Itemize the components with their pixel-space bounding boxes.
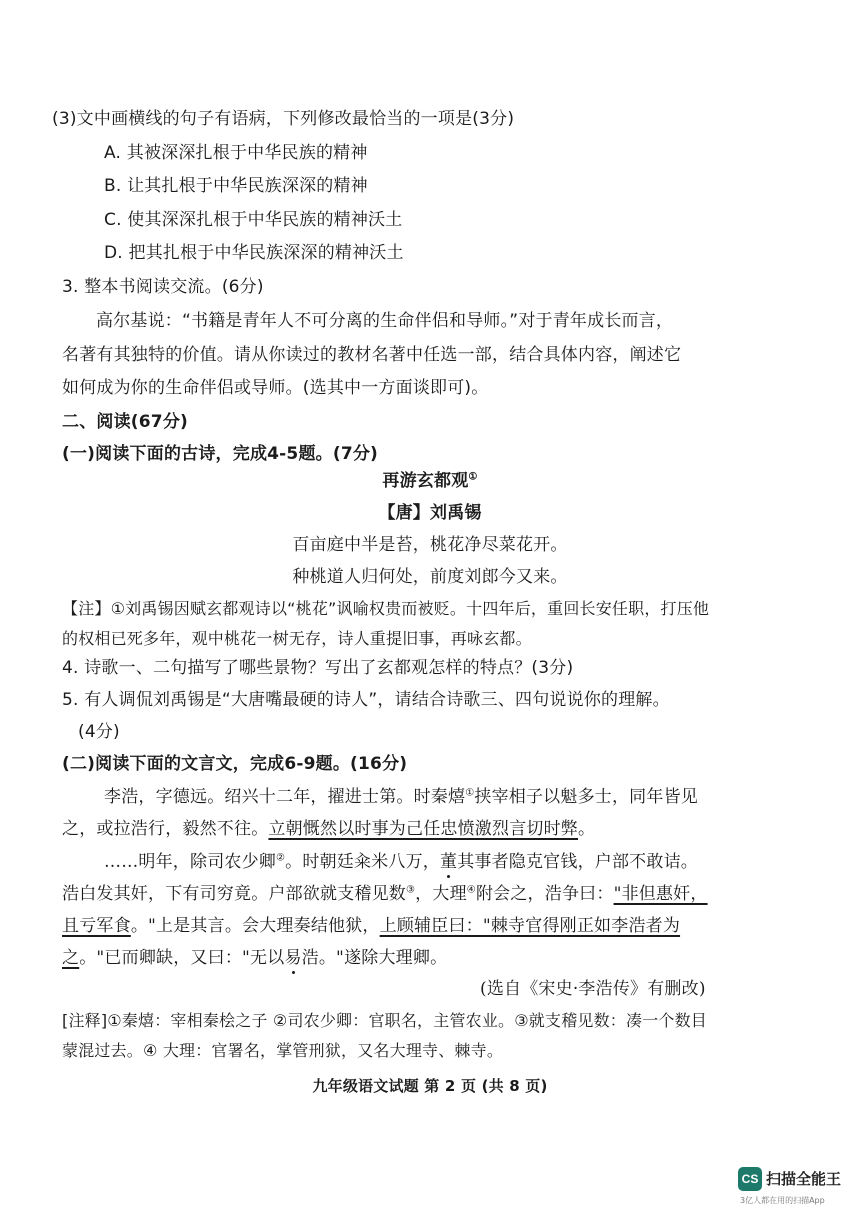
text-run: 。"上是其言。会大理奏结他狱， — [130, 916, 380, 936]
poem-title — [0, 469, 860, 493]
text-run: 附会之，浩争曰： — [475, 884, 614, 904]
classical-text-line — [104, 785, 698, 809]
text-run: 浩白发其奸，下有司穷竟。户部欲就支稽见数 — [62, 884, 406, 904]
text-run: ，大理 — [415, 884, 467, 904]
poem-note-line-2: 的权相已死多年，观中桃花一树无存，诗人重提旧事，再咏玄都。 — [62, 629, 532, 648]
source-citation: (选自《宋史·李浩传》有删改) — [480, 979, 706, 999]
brand-tagline: 3亿人都在用的扫描App — [740, 1196, 825, 1205]
poem-line-1: 百亩庭中半是苔，桃花净尽菜花开。 — [292, 535, 568, 555]
brand-name: 扫描全能王 — [766, 1170, 842, 1188]
q3-option-a: A. 其被深深扎根于中华民族的精神 — [104, 143, 368, 163]
poem-note-line-1: 【注】①刘禹锡因赋玄都观诗以“桃花”讽喻权贵而被贬。十四年后，重回长安任职，打压他 — [62, 599, 710, 618]
part-1-heading: (一)阅读下面的古诗，完成4-5题。(7分) — [62, 444, 379, 464]
q3-option-b: B. 让其扎根于中华民族深深的精神 — [104, 176, 368, 196]
book-question-heading: 3. 整本书阅读交流。(6分) — [62, 277, 264, 297]
emphasized-character: 易 — [284, 948, 302, 968]
classical-text-line — [62, 946, 447, 970]
text-run: 。时朝廷籴米八万， — [285, 852, 440, 872]
section-2-heading: 二、阅读(67分) — [62, 412, 188, 432]
text-run: 。 — [578, 819, 596, 839]
text-run: 。"已而卿缺，又曰："无以 — [79, 948, 285, 968]
question-5-line-1: 5. 有人调侃刘禹锡是“大唐嘴最硬的诗人”，请结合诗歌三、四句说说你的理解。 — [62, 690, 670, 710]
note-mark: ① — [465, 787, 475, 799]
underlined-sentence: 之 — [62, 948, 80, 968]
text-run: 浩。"遂除大理卿。 — [301, 948, 448, 968]
book-question-line: 高尔基说：“书籍是青年人不可分离的生命伴侣和导师。”对于青年成长而言， — [96, 311, 674, 331]
classical-text-line — [62, 817, 595, 841]
classical-text-line — [62, 914, 680, 938]
text-run: 之，或拉浩行，毅然不往。 — [62, 819, 269, 839]
scanner-watermark — [738, 1167, 848, 1211]
part-2-heading: (二)阅读下面的文言文，完成6-9题。(16分) — [62, 754, 408, 774]
question-5-line-2: (4分) — [78, 722, 120, 742]
question-4: 4. 诗歌一、二句描写了哪些景物？写出了玄都观怎样的特点？(3分) — [62, 658, 574, 678]
note-mark: ③ — [406, 884, 416, 896]
poem-title-text: 再游玄都观 — [382, 471, 469, 491]
notes-line-1: [注释]①秦熺：宰相秦桧之子 ②司农少卿：官职名，主管农业。③就支稽见数：凑一个数目 — [62, 1011, 708, 1030]
underlined-sentence: 立朝慨然以时事为己任忠愤激烈言切时弊 — [268, 819, 579, 839]
emphasized-character: 董 — [439, 852, 458, 872]
classical-text-line — [62, 882, 708, 906]
cs-logo: CS — [738, 1167, 762, 1191]
underlined-sentence: 且亏军食 — [62, 916, 131, 936]
classical-text-line — [104, 850, 698, 874]
text-run: ……明年，除司农少卿 — [104, 852, 276, 872]
poem-title-note-mark: ① — [468, 471, 478, 483]
book-question-line: 如何成为你的生命伴侣或导师。(选其中一方面谈即可)。 — [62, 378, 489, 398]
poem-author: 【唐】刘禹锡 — [378, 503, 482, 523]
q3-stem: (3)文中画横线的句子有语病，下列修改最恰当的一项是(3分) — [52, 109, 515, 129]
underlined-sentence: 上顾辅臣曰："棘寺官得刚正如李浩者为 — [379, 916, 681, 936]
text-run: 其事者隐克官钱，户部不敢诘。 — [457, 852, 698, 872]
book-question-line: 名著有其独特的价值。请从你读过的教材名著中任选一部，结合具体内容，阐述它 — [62, 345, 682, 365]
note-mark: ② — [276, 852, 286, 864]
text-run: 李浩，字德远。绍兴十二年，擢进士第。时秦熺 — [104, 787, 466, 807]
q3-option-d: D. 把其扎根于中华民族深深的精神沃土 — [104, 243, 404, 263]
note-mark: ④ — [466, 884, 476, 896]
poem-line-2: 种桃道人归何处，前度刘郎今又来。 — [292, 567, 568, 587]
page-footer: 九年级语文试题 第 2 页 (共 8 页) — [312, 1077, 548, 1095]
notes-line-2: 蒙混过去。④ 大理：官署名，掌管刑狱，又名大理寺、棘寺。 — [62, 1041, 504, 1060]
q3-option-c: C. 使其深深扎根于中华民族的精神沃土 — [104, 210, 403, 230]
underlined-sentence: "非但惠奸， — [613, 884, 708, 904]
text-run: 挟宰相子以魁多士，同年皆见 — [474, 787, 698, 807]
